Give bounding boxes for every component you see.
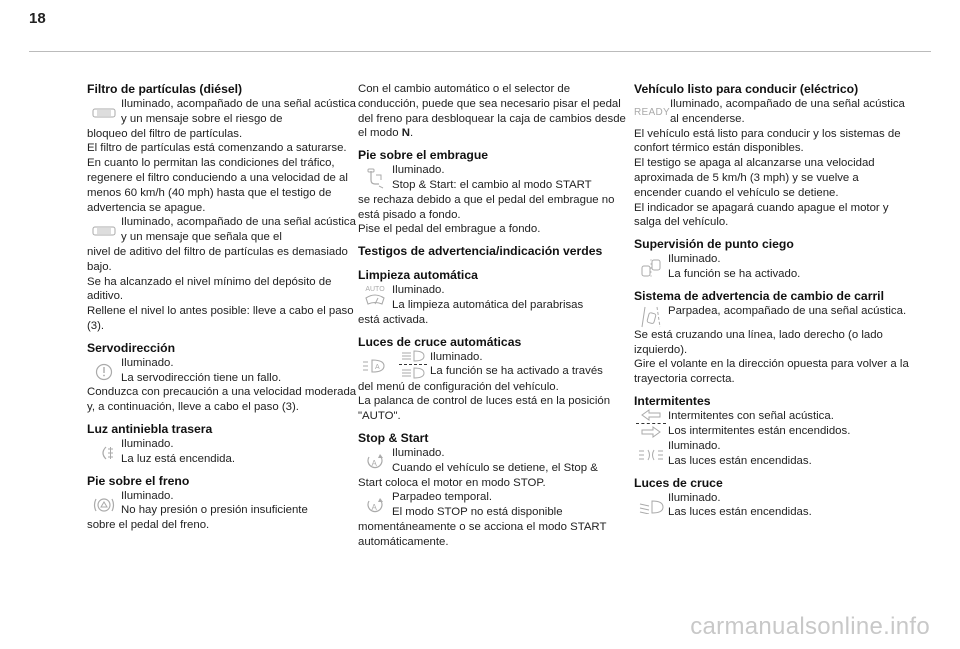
particle-filter-icon [87,105,121,121]
section-auto-wipe [358,268,630,327]
header-divider [29,51,931,52]
indicator-text: Las luces están encendidas. [668,506,812,519]
indicator-text: Cuando el vehículo se detiene, el Stop & [392,461,598,474]
indicator-text: Iluminado. [668,253,721,266]
body-text: Con el cambio automático o el selector de conducción, puede que sea necesario pisar el pedal del freno para desbloquear la caja de cambios desde el modo N. [358,83,626,140]
body-text: bloqueo del filtro de partículas. [87,127,243,140]
section-title: Limpieza automática [358,268,478,283]
indicator-lines [668,252,800,282]
column-left [87,82,359,540]
turn-signals-icon [634,409,668,439]
body-text: El indicador se apagará cuando apague el motor y salga del vehículo. [634,201,889,229]
body-text: Se ha alcanzado el nivel mínimo del depósito de aditivo. [87,275,332,303]
section-title: Luz antiniebla trasera [87,421,213,436]
body-text: Se está cruzando una línea, lado derecho (o lado izquierdo). [634,328,883,356]
indicator-lines [392,446,598,476]
dipped-beam-icon [634,499,668,515]
section-title: Intermitentes [634,393,711,408]
indicator-lines [392,283,583,313]
ready-icon [634,105,670,121]
indicator-text: Iluminado, acompañado de una señal acústica y un mensaje sobre el riesgo de [121,98,356,125]
indicator-lines [121,356,281,386]
auto-wiper-icon-label: AUTO [365,286,385,294]
indicator-text: Iluminado, acompañado de una señal acústica al encenderse. [669,98,905,125]
section-power-steering [87,341,359,415]
section-stop-start [358,431,630,550]
indicator-lines [668,409,850,439]
green-indicators-heading: Testigos de advertencia/indicación verdes [358,244,603,259]
indicator-text: No hay presión o presión insuficiente [121,504,308,517]
mode-label: N [401,127,410,140]
section-ready [634,82,909,230]
section-blind-spot [634,237,909,282]
section-title: Servodirección [87,340,176,355]
body-text: La palanca de control de luces está en la posición "AUTO". [358,395,611,423]
indicator-lines [392,163,592,193]
dashed-separator [636,423,666,424]
indicator-text: Intermitentes con señal acústica. [668,409,834,422]
body-text: Rellene el nivel lo antes posible: lleve a cabo el paso (3). [87,305,354,332]
svg-text:A: A [371,458,377,468]
body-text: nivel de aditivo del filtro de partículas es demasiado bajo. [87,245,348,273]
body-text: se rechaza debido a que el pedal del embrague no está pisado a fondo. [358,193,615,221]
column-right [634,82,909,527]
section-indicators [634,394,909,469]
page-number: 18 [29,10,46,27]
section-title: Stop & Start [358,430,429,445]
indicator-text: La función se ha activado. [668,267,801,280]
indicator-text: Iluminado. [430,350,483,363]
body-text: El testigo se apaga al alcanzarse una velocidad aproximada de 5 km/h (3 mph) y se vuelve a encender cuando el vehículo se detiene. [634,157,875,199]
body-text: En cuanto lo permitan las condiciones del tráfico, regenere el filtro conduciendo a una velocidad de al menos 60 km/h (40 mph) hasta que el testigo de advertencia se apague. [87,157,348,214]
section-dipped-beam [634,476,909,521]
body-text: del menú de configuración del vehículo. [358,380,559,393]
indicator-text: Los intermitentes están encendidos. [668,424,851,437]
body-text: Start coloca el motor en modo STOP. [358,476,546,489]
indicator-text: Iluminado. [668,439,721,452]
indicator-row [87,437,359,467]
indicator-text: Iluminado. [668,491,721,504]
section-title: Vehículo listo para conducir (eléctrico) [634,82,859,96]
indicator-text: Parpadeo temporal. [392,491,493,504]
section-title: Luces de cruce [634,475,723,490]
section-rear-fog [87,422,359,467]
body-text: está activada. [358,313,429,326]
indicator-lines [392,490,563,520]
body-text: sobre el pedal del freno. [87,519,210,532]
indicator-text: Las luces están encendidas. [668,454,812,467]
body-text: momentáneamente o se acciona el modo START automáticamente. [358,520,607,548]
section-title: Pie sobre el embrague [358,148,489,163]
body-text: El vehículo está listo para conducir y los sistemas de confort térmico están disponibles. [634,127,901,155]
section-auto-dipped-beam [358,335,630,424]
auto-headlamp-icon [358,358,396,374]
indicator-text: Stop & Start: el cambio al modo START [392,178,592,191]
ready-icon-label: READY [634,106,670,118]
indicator-row [87,97,359,127]
section-title: Luces de cruce automáticas [358,334,522,349]
indicator-lines [668,439,812,469]
auto-wiper-icon [358,285,392,309]
indicator-row [634,439,909,469]
indicator-row [87,489,359,519]
indicator-text: El modo STOP no está disponible [392,506,563,519]
svg-text:A: A [371,503,377,513]
indicator-text: La limpieza automática del parabrisas [392,298,584,311]
indicator-row [358,490,630,520]
indicator-lines [430,350,603,380]
section-auto-gearbox-note [358,82,630,141]
indicator-lines [121,437,235,467]
indicator-text: Iluminado. [121,356,174,369]
body-text: Pise el pedal del embrague a fondo. [358,223,541,236]
dashed-separator [399,364,427,365]
svg-text:A: A [375,363,380,371]
section-title: Pie sobre el freno [87,473,190,488]
indicator-row [634,304,909,328]
indicator-text: Iluminado, acompañado de una señal acústica y un mensaje que señala que el [121,216,356,244]
indicator-row [87,356,359,386]
sidelights-icon [634,447,668,463]
rear-fog-light-icon [87,445,121,461]
indicator-text: Iluminado. [392,164,445,177]
steering-wheel-warning-icon [87,364,121,380]
indicator-row [358,283,630,313]
indicator-row [87,215,359,245]
section-particle-filter [87,82,359,334]
indicator-row [358,163,630,193]
indicator-text: La servodirección tiene un fallo. [121,371,282,384]
lane-departure-icon [634,306,668,328]
indicator-text: Iluminado. [121,489,174,502]
indicator-lines [668,491,812,521]
indicator-row [634,491,909,521]
stop-start-icon [358,454,392,470]
section-brake-pedal [87,474,359,533]
section-clutch-pedal [358,148,630,237]
watermark: carmanualsonline.info [690,613,930,640]
blind-spot-icon [634,260,668,276]
body-text: Gire el volante en la dirección opuesta para volver a la trayectoria correcta. [634,358,909,386]
indicator-text: La función se ha activado a través [430,365,603,378]
section-title: Filtro de partículas (diésel) [87,82,243,96]
body-text: El filtro de partículas está comenzando a saturarse. [87,142,347,155]
indicator-text: Iluminado. [121,437,174,450]
stop-start-icon [358,498,392,514]
indicator-text: Iluminado. [392,446,445,459]
indicator-row [634,97,909,127]
section-lane-departure [634,289,909,387]
brake-pedal-icon [87,497,121,513]
indicator-lines [121,489,308,519]
indicator-text: Iluminado. [392,284,445,297]
indicator-text: Parpadea, acompañado de una señal acústica. [668,304,907,317]
column-middle [358,82,630,557]
indicator-row [634,252,909,282]
section-title: Supervisión de punto ciego [634,237,794,252]
section-title: Sistema de advertencia de cambio de carril [634,288,884,303]
indicator-row [634,409,909,439]
clutch-pedal-icon [358,171,392,187]
body-text: Conduzca con precaución a una velocidad moderada y, a continuación, lleve a cabo el paso (3). [87,386,357,414]
particle-filter-icon [87,223,121,239]
headlamp-pair-icon [396,350,430,380]
section-green-heading [358,244,630,259]
indicator-row [358,350,630,380]
indicator-row [358,446,630,476]
indicator-text: La luz está encendida. [121,452,235,465]
